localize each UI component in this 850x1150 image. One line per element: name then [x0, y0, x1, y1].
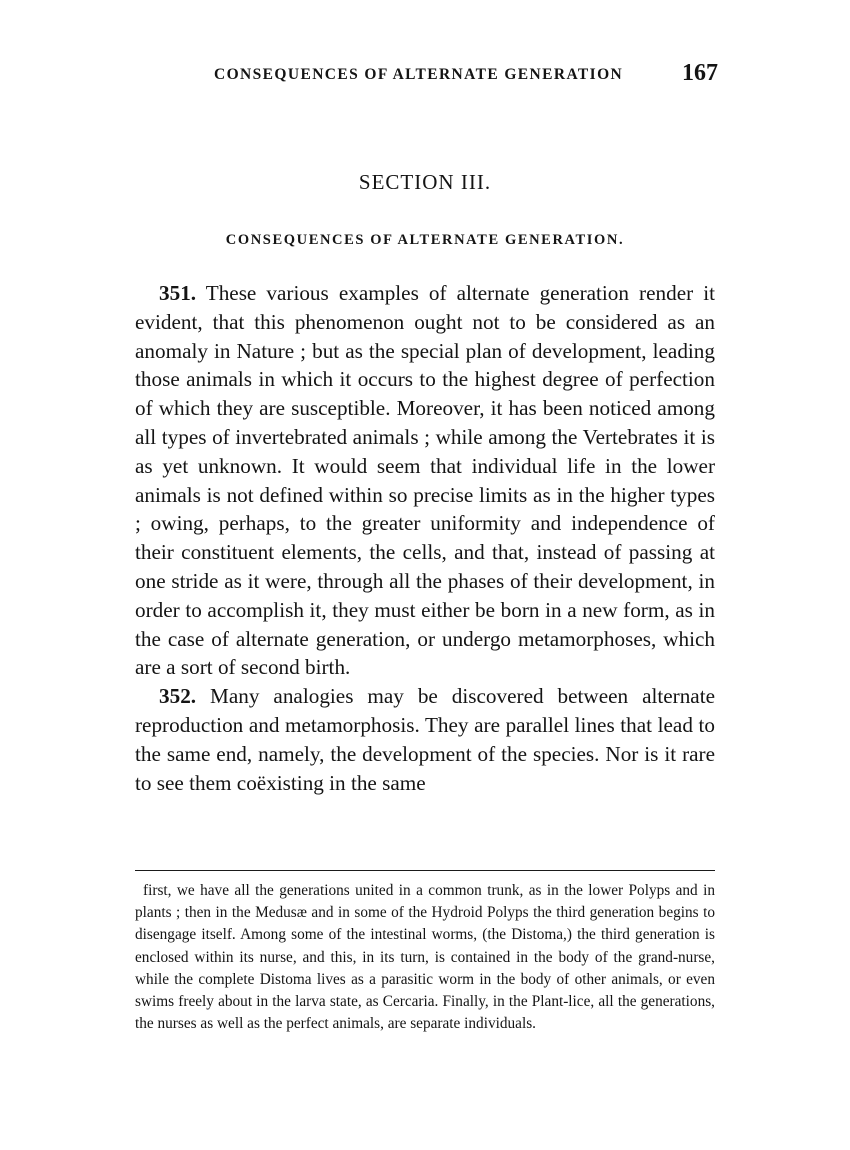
- paragraph-number: 351.: [159, 281, 197, 305]
- page-number: 167: [682, 60, 718, 86]
- paragraph-351: [135, 279, 715, 682]
- body-text: [135, 279, 715, 797]
- running-title: CONSEQUENCES OF ALTERNATE GENERATION: [214, 66, 624, 83]
- paragraph-number: 352.: [159, 684, 197, 709]
- running-head: [214, 60, 718, 90]
- section-title: CONSEQUENCES OF ALTERNATE GENERATION.: [225, 232, 625, 248]
- footnote-rule: [135, 870, 715, 871]
- paragraph-text: These various examples of alternate generation render it evident, that this phenomenon ought not to be considered as an anomaly in Nature ; but as the special plan of development, leading those animals in which it occurs to the highest degree of perfection of which they are susceptible. Moreover, it has been noticed among all types of invertebrated animals ; while among the Vertebrates it is as yet unknown. It would seem that individual life in the lower animals is not defined within so precise limits as in the higher types ; owing, perhaps, to the greater uniformity and independence of their constituent elements, the cells, and that, instead of passing at one stride as it were, through all the phases of their development, in order to accomplish it, they must either be born in a new form, as in the case of alternate generation, or undergo metamorphoses, which are a sort of second birth.: [135, 281, 715, 680]
- paragraph-352: [135, 682, 715, 797]
- section-number: SECTION III.: [358, 170, 492, 194]
- footnote: first, we have all the generations united in a common trunk, as in the lower Polyps and in plants ; then in the Medusæ and in some of the Hydroid Polyps the third generation begins to disengage itself. Among some of the intestinal worms, (the Distoma,) the third generation is enclosed within its nurse, and this, in its turn, is contained in the body of the grand-nurse, while the complete Distoma lives as a parasitic worm in the body of other animals, or even swims freely about in the larva state, as Cercaria. Finally, in the Plant-lice, all the generations, the nurses as well as the perfect animals, are separate individuals.: [135, 882, 715, 1033]
- paragraph-text: Many analogies may be discovered between alternate reproduction and metamorphosis. They are parallel lines that lead to the same end, namely, the development of the species. Nor is it rare to see them coëxisting in the same: [135, 684, 715, 795]
